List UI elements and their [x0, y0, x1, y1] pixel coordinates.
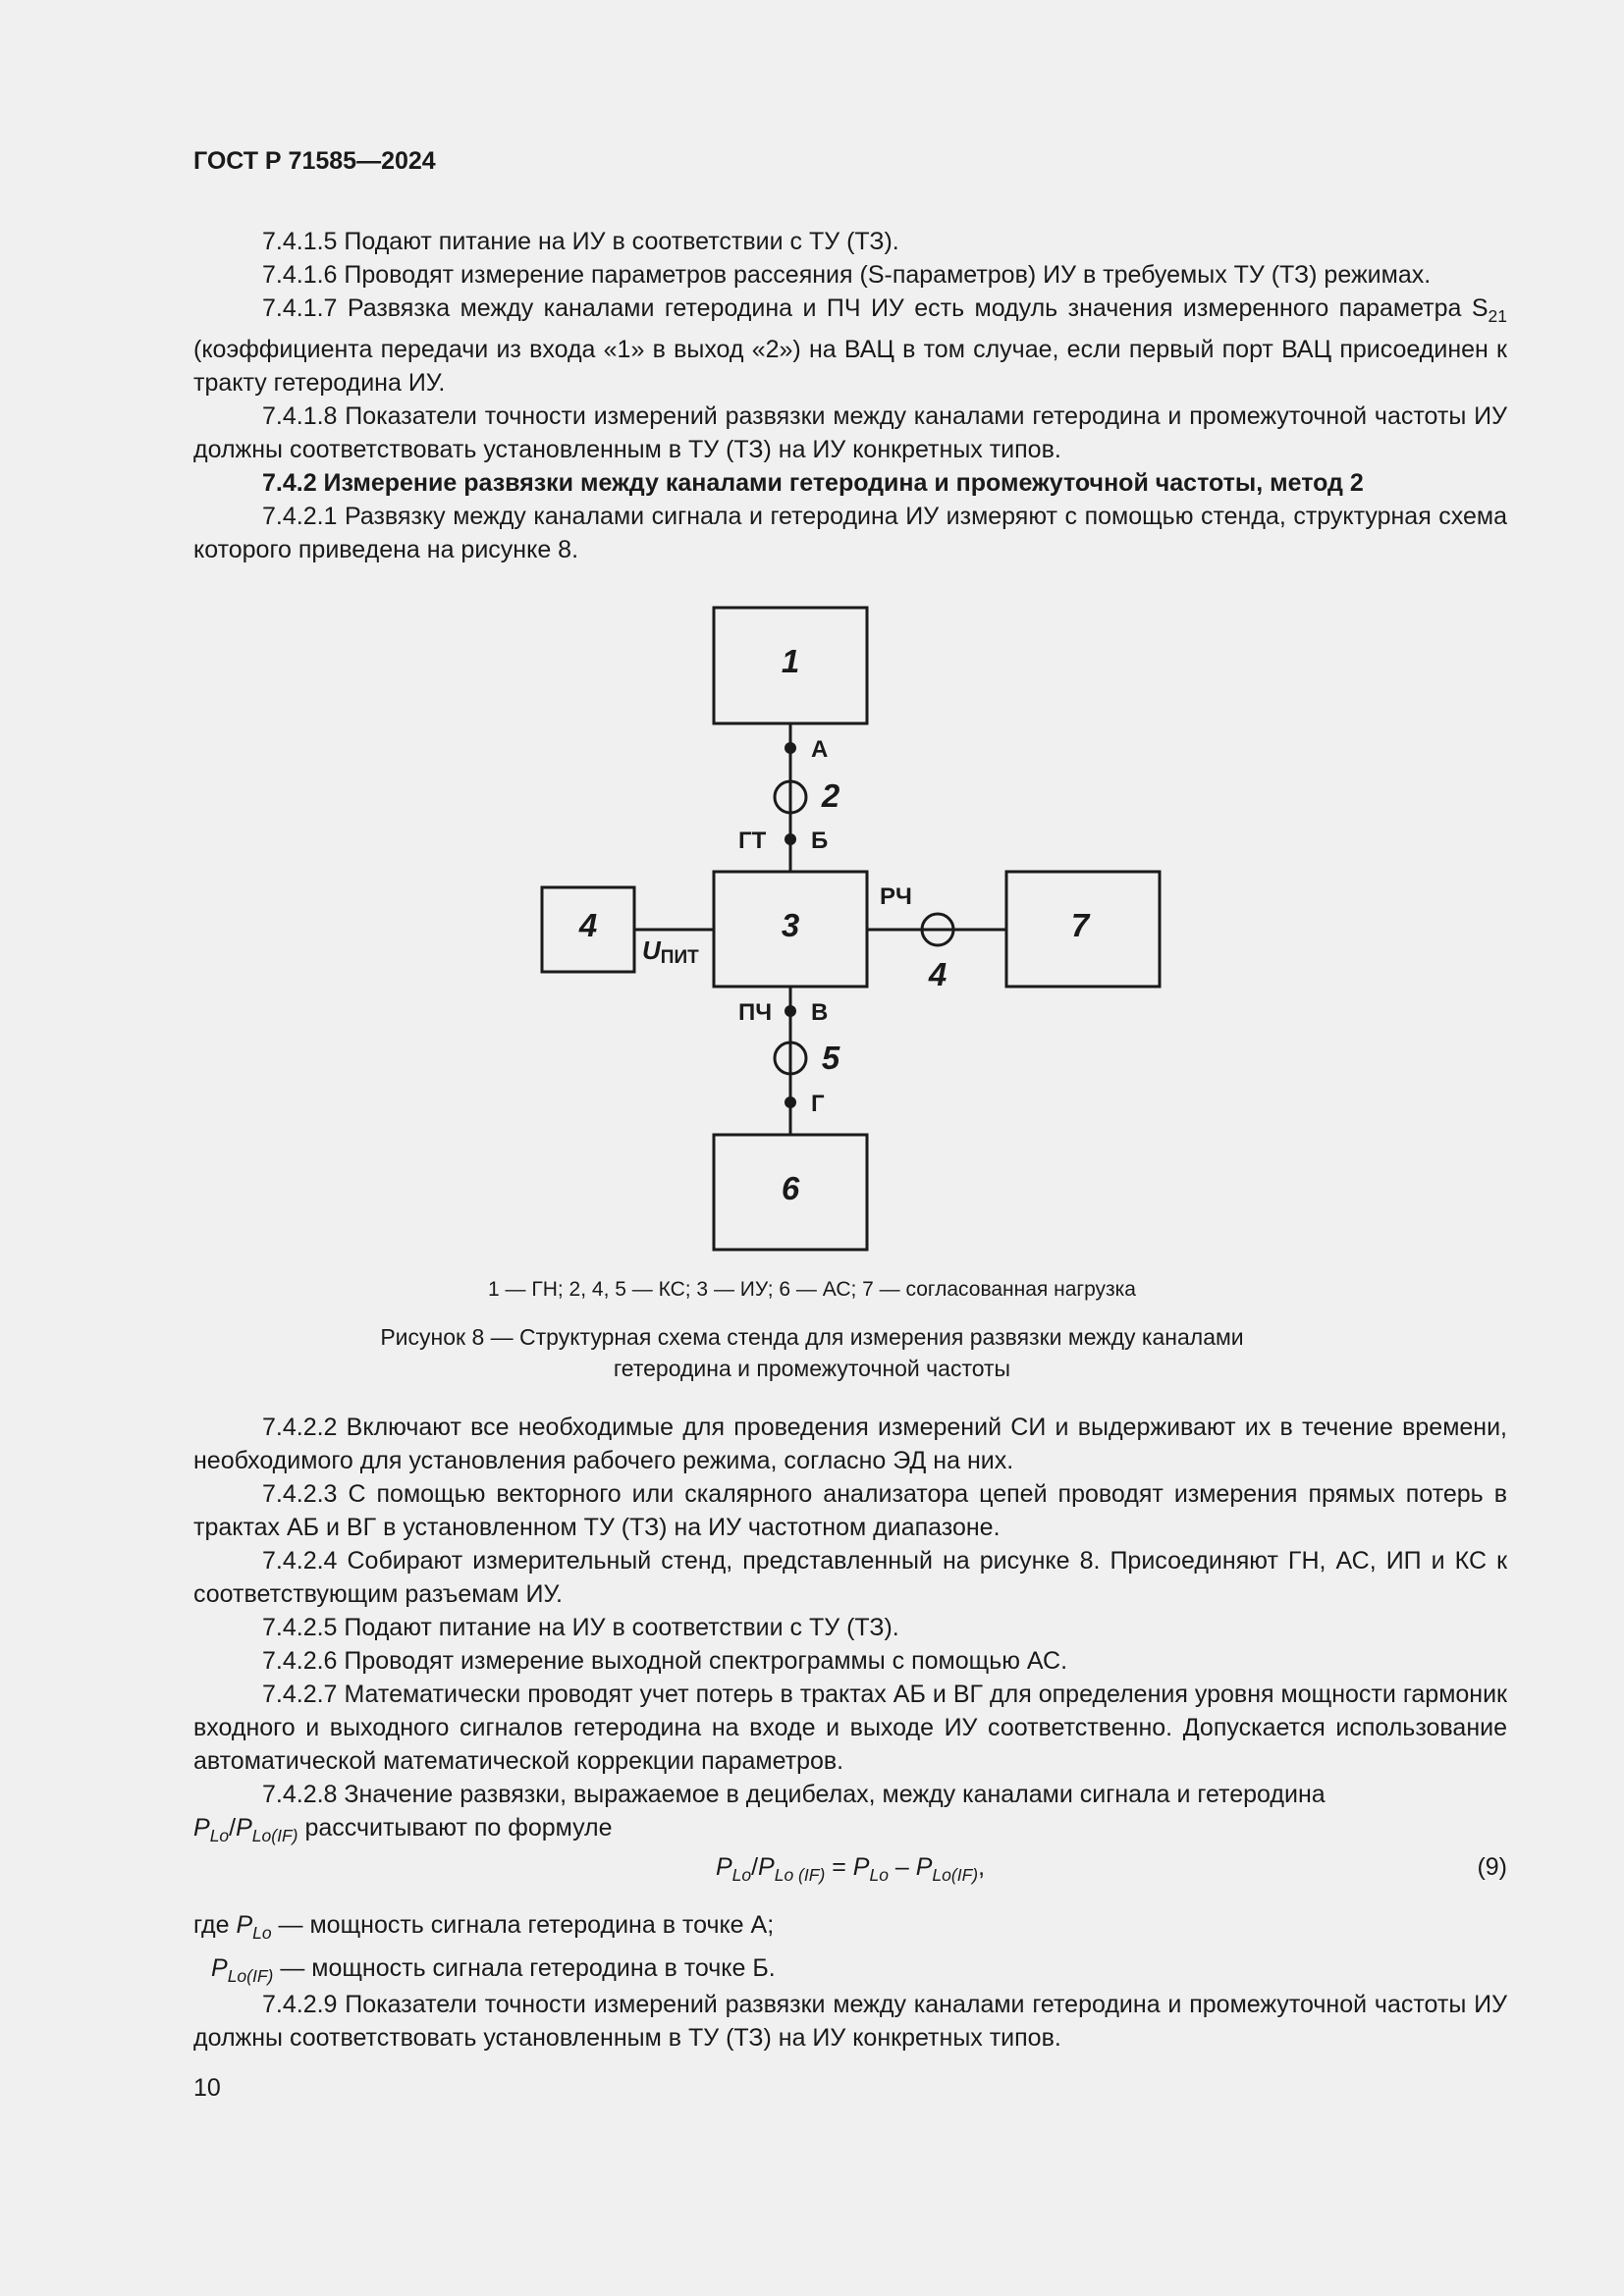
paragraph-7-4-1-7-end: (коэффициента передачи из входа «1» в выход «2») на ВАЦ в том случае, если первый порт ВАЦ присоединен к тракту гетеродина ИУ.: [193, 336, 1507, 397]
block-1-label: 1: [781, 643, 800, 679]
supply-u: U: [642, 935, 661, 965]
point-g-label: Г: [811, 1091, 825, 1117]
block-7-label: 7: [1070, 907, 1090, 943]
formula-minus: –: [888, 1853, 916, 1881]
paragraph-7-4-2-8-tail: рассчитывают по формуле: [304, 1814, 613, 1842]
paragraph-7-4-2-8: [193, 1778, 1507, 1852]
port-gt-label: ГТ: [738, 828, 767, 854]
formula-p1: P: [715, 1853, 732, 1881]
block-6-label: 6: [781, 1170, 800, 1206]
point-a-dot: [785, 742, 796, 754]
formula-9: [193, 1853, 1507, 1886]
s-param-subscript: 21: [1488, 306, 1507, 326]
block-4-label: 4: [578, 907, 598, 943]
paragraph-7-4-2-6: 7.4.2.6 Проводят измерение выходной спектрограммы с помощью АС.: [262, 1647, 1068, 1675]
supply-label: [642, 935, 699, 968]
supply-sub: ПИТ: [660, 947, 699, 968]
block-3-label: 3: [781, 907, 800, 943]
formula-number: (9): [1477, 1853, 1507, 1881]
where-sub1: Lo: [252, 1923, 272, 1943]
formula-equals: =: [825, 1853, 853, 1881]
paragraph-7-4-1-7-start: 7.4.1.7 Развязка между каналами гетеродина и ПЧ ИУ есть модуль значения измеренного параметра S: [262, 294, 1489, 322]
where-line-1: [193, 1907, 1507, 1950]
port-rch-label: РЧ: [880, 883, 912, 910]
point-b-label: Б: [811, 828, 829, 854]
cable-4-label: 4: [928, 956, 947, 992]
section-heading-7-4-2: 7.4.2 Измерение развязки между каналами гетеродина и промежуточной частоты, метод 2: [262, 469, 1364, 497]
figure-caption: [0, 1321, 1624, 1384]
ratio-p2: P: [236, 1814, 252, 1842]
formula-p4: P: [915, 1853, 933, 1881]
where-sub2: Lo(IF): [227, 1966, 274, 1986]
paragraph-7-4-1-6: 7.4.1.6 Проводят измерение параметров рассеяния (S-параметров) ИУ в требуемых ТУ (ТЗ) режимах.: [262, 261, 1432, 289]
paragraph-7-4-2-7: 7.4.2.7 Математически проводят учет потерь в трактах АБ и ВГ для определения уровня мощности гармоник входного и выходного сигналов гетеродина на входе и выходе ИУ соответственно. Допускается использование автоматической математической коррекции параметров.: [193, 1681, 1507, 1775]
formula-sub3: Lo: [869, 1865, 889, 1885]
formula-sub4: Lo(IF): [932, 1865, 979, 1885]
paragraph-7-4-2-5: 7.4.2.5 Подают питание на ИУ в соответствии с ТУ (ТЗ).: [262, 1614, 899, 1641]
page-number: 10: [193, 2074, 221, 2102]
where-block: [193, 1907, 1507, 1994]
paragraph-7-4-2-1: 7.4.2.1 Развязку между каналами сигнала и гетеродина ИУ измеряют с помощью стенда, структурная схема которого приведена на рисунке 8.: [193, 503, 1507, 563]
where-p1: P: [236, 1911, 253, 1939]
paragraph-7-4-2-9: 7.4.2.9 Показатели точности измерений развязки между каналами гетеродина и промежуточной частоты ИУ должны соответствовать установленным в ТУ (ТЗ) на ИУ конкретных типов.: [193, 1991, 1507, 2052]
formula-expression: [193, 1853, 1507, 1886]
final-text-block: [193, 1988, 1507, 2055]
formula-slash: /: [751, 1853, 759, 1881]
formula-p2: P: [758, 1853, 775, 1881]
port-pch-label: ПЧ: [738, 999, 773, 1026]
paragraph-7-4-2-3: 7.4.2.3 С помощью векторного или скалярного анализатора цепей проводят измерения прямых потерь в трактах АБ и ВГ в установленном ТУ (ТЗ) на ИУ частотном диапазоне.: [193, 1480, 1507, 1541]
formula-sub1: Lo: [731, 1865, 752, 1885]
figure-legend: 1 — ГН; 2, 4, 5 — КС; 3 — ИУ; 6 — АС; 7 — согласованная нагрузка: [488, 1278, 1136, 1301]
paragraph-7-4-1-8: 7.4.1.8 Показатели точности измерений развязки между каналами гетеродина и промежуточной частоты ИУ должны соответствовать установленным в ТУ (ТЗ) на ИУ конкретных типов.: [193, 402, 1507, 463]
ratio-p1: P: [193, 1814, 210, 1842]
ratio-symbol: [193, 1811, 298, 1852]
formula-comma: ,: [978, 1853, 986, 1881]
formula-p3: P: [852, 1853, 870, 1881]
ratio-slash: /: [229, 1814, 237, 1842]
figure-caption-line-2: гетеродина и промежуточной частоты: [613, 1356, 1011, 1381]
point-v-label: В: [811, 999, 829, 1026]
where-line-1-text: — мощность сигнала гетеродина в точке А;: [271, 1911, 775, 1939]
cable-2-label: 2: [821, 777, 840, 814]
paragraph-7-4-2-2: 7.4.2.2 Включают все необходимые для проведения измерений СИ и выдерживают их в течение времени, необходимого для установления рабочего режима, согласно ЭД на них.: [193, 1414, 1507, 1474]
bottom-text-block: [193, 1411, 1507, 1852]
point-g-dot: [785, 1096, 796, 1108]
formula-sub2: Lo (IF): [774, 1865, 826, 1885]
where-line-2-text: — мощность сигнала гетеродина в точке Б.: [273, 1954, 776, 1982]
point-v-dot: [785, 1005, 796, 1017]
ratio-sub2: Lo(IF): [251, 1826, 298, 1845]
cable-5-label: 5: [821, 1040, 840, 1076]
ratio-sub1: Lo: [209, 1826, 230, 1845]
point-b-dot: [785, 833, 796, 845]
paragraph-7-4-2-8-text: 7.4.2.8 Значение развязки, выражаемое в децибелах, между каналами сигнала и гетеродина: [262, 1781, 1326, 1808]
paragraph-7-4-1-5: 7.4.1.5 Подают питание на ИУ в соответствии с ТУ (ТЗ).: [262, 228, 899, 255]
point-a-label: А: [811, 736, 829, 763]
where-intro: где: [193, 1911, 237, 1939]
figure-caption-line-1: Рисунок 8 — Структурная схема стенда для измерения развязки между каналами: [380, 1324, 1244, 1350]
paragraph-7-4-2-4: 7.4.2.4 Собирают измерительный стенд, представленный на рисунке 8. Присоединяют ГН, АС, ИП и КС к соответствующим разъемам ИУ.: [193, 1547, 1507, 1608]
where-p2: P: [211, 1954, 228, 1982]
document-header: ГОСТ Р 71585—2024: [193, 147, 436, 175]
